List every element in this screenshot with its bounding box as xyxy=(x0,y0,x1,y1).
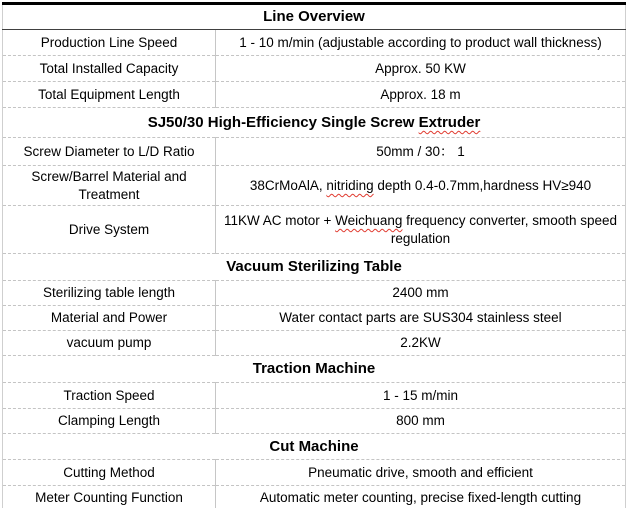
row-value: Pneumatic drive, smooth and efficient xyxy=(216,460,626,486)
row-value: 800 mm xyxy=(216,409,626,434)
table-row xyxy=(3,30,626,56)
row-label: Screw/Barrel Material and Treatment xyxy=(3,166,216,206)
row-label: Screw Diameter to L/D Ratio xyxy=(3,138,216,166)
spellcheck-flagged-text: nitriding xyxy=(326,177,374,193)
section-title: Vacuum Sterilizing Table xyxy=(3,254,626,281)
row-label: Clamping Length xyxy=(3,409,216,434)
table-row xyxy=(3,281,626,306)
section-title: Cut Machine xyxy=(3,434,626,460)
row-value: 1 - 15 m/min xyxy=(216,383,626,409)
table-row xyxy=(3,206,626,254)
row-label: Sterilizing table length xyxy=(3,281,216,306)
row-value xyxy=(216,166,626,206)
table-row xyxy=(3,331,626,356)
section-header-traction-machine xyxy=(3,356,626,383)
section-title: Line Overview xyxy=(3,4,626,30)
table-row xyxy=(3,383,626,409)
row-label: Cutting Method xyxy=(3,460,216,486)
row-value: 50mm / 30： 1 xyxy=(216,138,626,166)
row-label: Total Equipment Length xyxy=(3,82,216,108)
section-title: Traction Machine xyxy=(3,356,626,383)
spec-table xyxy=(2,2,626,508)
table-row xyxy=(3,138,626,166)
section-title-text: SJ50/30 High-Efficiency Single Screw xyxy=(147,113,419,131)
table-row xyxy=(3,306,626,331)
section-header-cut-machine xyxy=(3,434,626,460)
row-label: vacuum pump xyxy=(3,331,216,356)
row-value: Approx. 50 KW xyxy=(216,56,626,82)
row-value: 2400 mm xyxy=(216,281,626,306)
value-text: frequency converter, smooth speed regulation xyxy=(390,213,618,246)
row-label: Traction Speed xyxy=(3,383,216,409)
section-title xyxy=(3,108,626,138)
table-row xyxy=(3,56,626,82)
value-text: 38CrMoAlA, xyxy=(249,177,327,193)
value-text: 11KW AC motor + xyxy=(223,213,336,229)
section-header-line-overview xyxy=(3,4,626,30)
row-value: 1 - 10 m/min (adjustable according to product wall thickness) xyxy=(216,30,626,56)
table-row xyxy=(3,486,626,508)
row-value: 2.2KW xyxy=(216,331,626,356)
section-header-vacuum-sterilizing-table xyxy=(3,254,626,281)
row-label: Production Line Speed xyxy=(3,30,216,56)
table-row xyxy=(3,409,626,434)
row-label: Drive System xyxy=(3,206,216,254)
spellcheck-flagged-text: Extruder xyxy=(418,113,481,131)
row-value xyxy=(216,206,626,254)
row-value: Water contact parts are SUS304 stainless steel xyxy=(216,306,626,331)
row-label: Material and Power xyxy=(3,306,216,331)
row-value: Automatic meter counting, precise fixed-length cutting xyxy=(216,486,626,508)
table-row xyxy=(3,166,626,206)
row-label: Meter Counting Function xyxy=(3,486,216,508)
row-label: Total Installed Capacity xyxy=(3,56,216,82)
table-row xyxy=(3,460,626,486)
section-header-extruder xyxy=(3,108,626,138)
value-text: depth 0.4-0.7mm,hardness HV≥940 xyxy=(373,177,592,193)
table-row xyxy=(3,82,626,108)
row-value: Approx. 18 m xyxy=(216,82,626,108)
spellcheck-flagged-text: Weichuang xyxy=(335,213,403,229)
